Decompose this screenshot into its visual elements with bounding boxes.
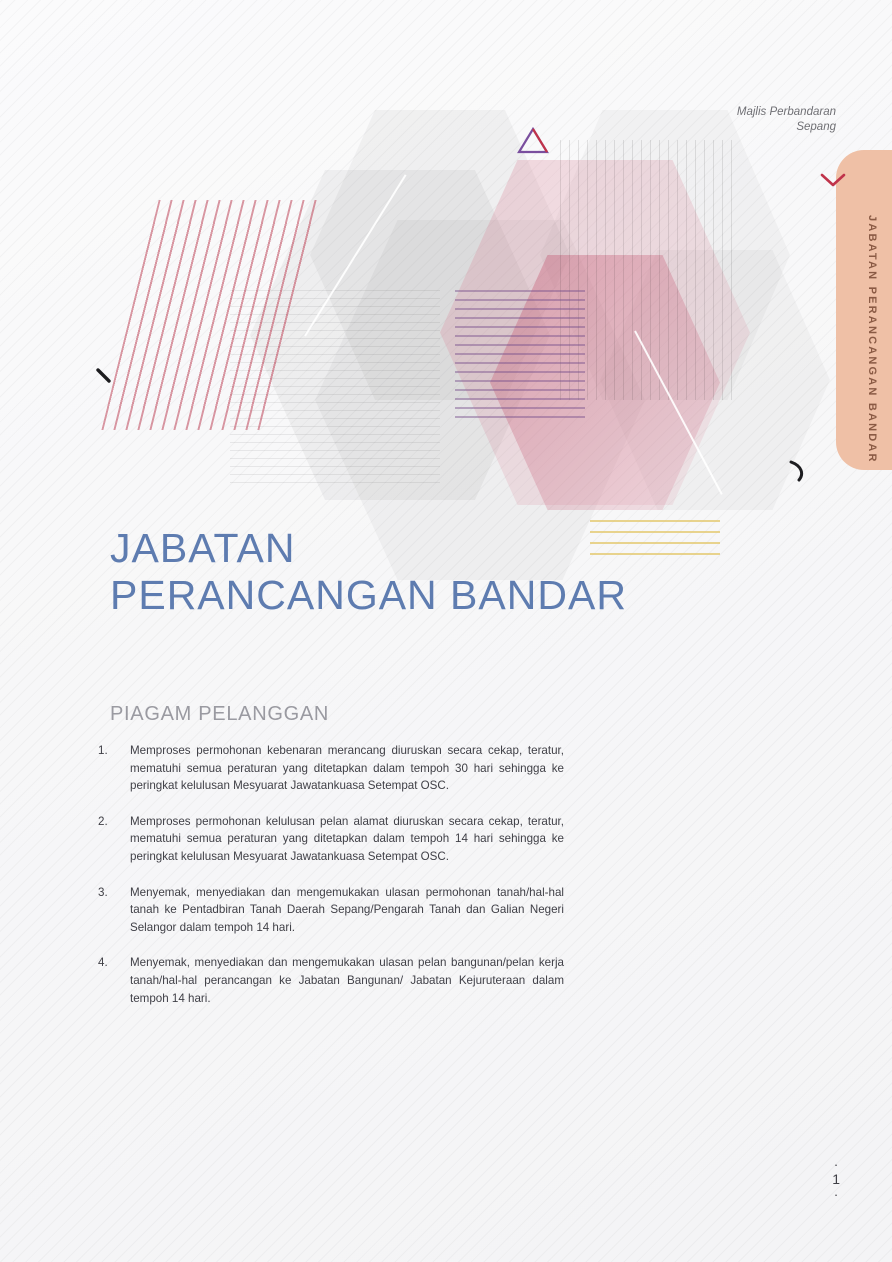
list-item (98, 954, 564, 1007)
list-item-number: 1. (98, 744, 108, 757)
arc-icon (788, 460, 808, 482)
charter-list (98, 742, 564, 1025)
side-tab (836, 150, 892, 470)
horizontal-line-pattern-purple (455, 290, 585, 420)
page-number: 1 (832, 1171, 840, 1187)
folio-dot-top: · (833, 1157, 839, 1172)
list-item-text: Menyemak, menyediakan dan mengemukakan ulasan pelan bangunan/pelan kerja tanah/hal-hal perancangan ke Jabatan Bangunan/ Jabatan Kejuruteraan dalam tempoh 14 hari. (130, 956, 564, 1005)
side-tab-label: JABATAN PERANCANGAN BANDAR (866, 215, 878, 464)
page-subtitle: PIAGAM PELANGGAN (110, 703, 330, 725)
page-folio (832, 1159, 840, 1200)
page-title: JABATAN PERANCANGAN BANDAR (110, 525, 627, 618)
list-item-text: Menyemak, menyediakan dan mengemukakan ulasan permohonan tanah/hal-hal tanah ke Pentadbiran Tanah Daerah Sepang/Pengarah Tanah dan Galian Negeri Selangor dalam tempoh 14 hari. (130, 885, 564, 934)
folio-dot-bottom: · (833, 1187, 839, 1202)
vertical-line-pattern-grey (560, 140, 735, 400)
triangle-icon (516, 125, 550, 155)
list-item-number: 4. (98, 956, 108, 970)
list-item (98, 884, 564, 937)
list-item (98, 742, 564, 795)
list-item-number: 2. (98, 814, 108, 828)
list-item-number: 3. (98, 885, 108, 899)
list-item-text: Memproses permohonan kebenaran merancang diuruskan secara cekap, teratur, mematuhi semua peraturan yang ditetapkan dalam tempoh 30 hari sehingga ke peringkat kelulusan Mesyuarat Jawatankuasa Setempat OSC. (130, 744, 564, 793)
chevron-down-icon (820, 172, 846, 188)
list-item (98, 813, 564, 866)
cover-artwork (60, 80, 850, 560)
organization-name: Majlis Perbandaran Sepang (736, 106, 836, 133)
list-item-text: Memproses permohonan kelulusan pelan alamat diuruskan secara cekap, teratur, mematuhi semua peraturan yang ditetapkan dalam tempoh 14 hari sehingga ke peringkat kelulusan Mesyuarat Jawatankuasa Setempat OSC. (130, 814, 564, 863)
slash-icon (96, 368, 112, 384)
